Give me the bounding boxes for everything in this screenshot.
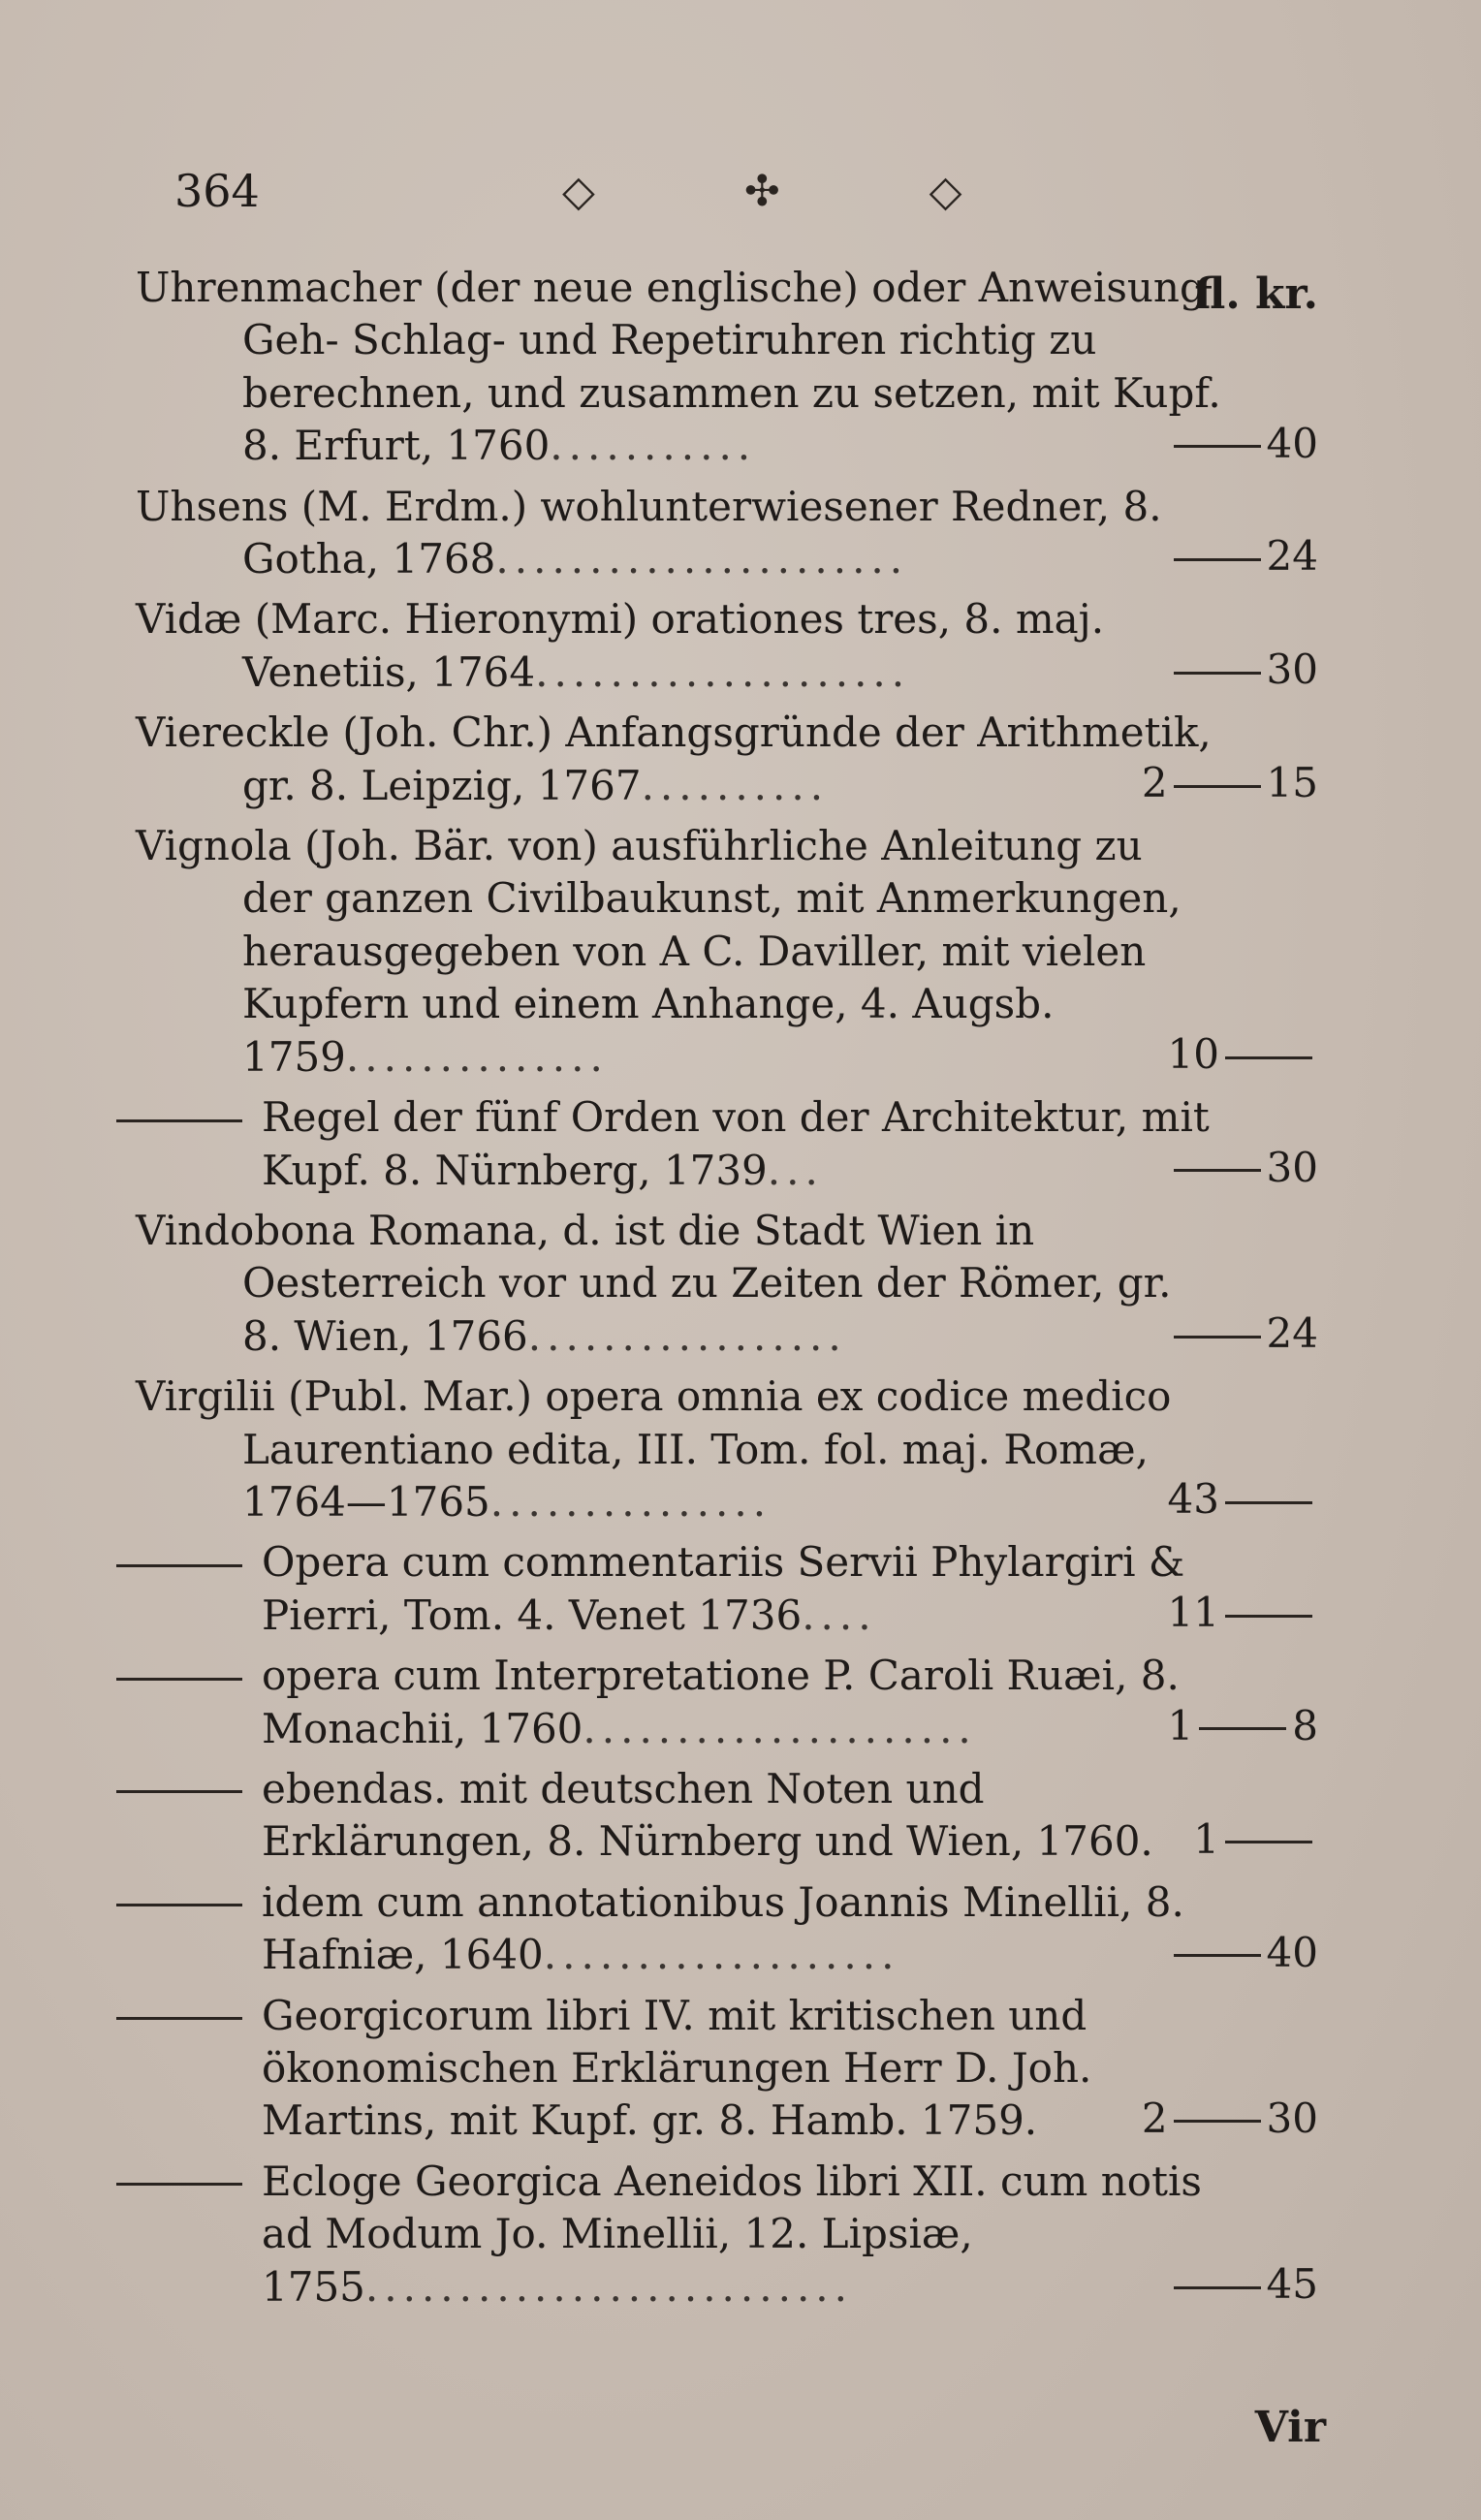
- entry-text: [136, 1091, 1241, 1197]
- entry-text: [136, 1536, 1241, 1642]
- leader-dots: ....: [802, 1591, 877, 1639]
- price-kreuzer: 15: [1266, 759, 1318, 807]
- catalog-entry: [136, 481, 1338, 586]
- entry-title: Viereckle (Joh. Chr.) Anfangsgründe der Arithmetik, gr. 8. Leipzig, 1767: [136, 709, 1212, 809]
- entry-price: [1168, 1475, 1318, 1523]
- page-number: 364: [174, 165, 260, 217]
- price-florin: 10: [1167, 1030, 1219, 1079]
- entry-text: [136, 1370, 1221, 1528]
- catalog-entry: [136, 593, 1338, 699]
- price-florin: 11: [1167, 1589, 1219, 1637]
- entry-text: [136, 707, 1221, 812]
- catalog-entry: [136, 1650, 1338, 1755]
- price-dash: [1225, 1841, 1312, 1843]
- price-florin: 2: [1141, 2094, 1168, 2142]
- leader-dots: .................: [527, 1311, 847, 1360]
- entry-price: [1168, 1929, 1318, 1976]
- entry-text: [136, 593, 1221, 699]
- entry-title: Uhrenmacher (der neue englische) oder Anweisung Geh- Schlag- und Repetiruhren richtig zu berechnen, und zusammen zu setzen, mit Kupf. 8. Erfurt, 1760: [136, 264, 1221, 470]
- entry-title: Opera cum commentariis Servii Phylargiri & Pierri, Tom. 4. Venet 1736: [262, 1538, 1185, 1639]
- catalog-entry: [136, 707, 1338, 812]
- entry-price: [1193, 1815, 1318, 1863]
- price-kreuzer: 45: [1266, 2260, 1318, 2309]
- ditto-dash: [116, 1790, 242, 1793]
- entry-price: [1142, 2095, 1318, 2142]
- price-kreuzer: 30: [1266, 1143, 1318, 1191]
- price-dash: [1199, 1727, 1286, 1730]
- price-dash: [1225, 1056, 1312, 1059]
- entry-title: Georgicorum libri IV. mit kritischen und ökonomischen Erklärungen Herr D. Joh. Martins, mit Kupf. gr. 8. Hamb. 1759.: [262, 1991, 1092, 2145]
- price-kreuzer: 30: [1266, 2094, 1318, 2142]
- entry-text: [136, 2156, 1241, 2314]
- entry-price: [1168, 420, 1318, 467]
- price-kreuzer: 40: [1266, 1928, 1318, 1976]
- price-kreuzer: 24: [1266, 532, 1318, 581]
- price-florin: 1: [1167, 1701, 1194, 1749]
- catalog-entry: [136, 1091, 1338, 1197]
- price-dash: [1225, 1615, 1312, 1618]
- catalog-entry: [136, 1205, 1338, 1363]
- price-dash: [1174, 672, 1261, 675]
- ditto-dash: [116, 1904, 242, 1906]
- entry-text: [136, 820, 1221, 1084]
- price-dash: [1174, 2120, 1261, 2123]
- price-florin: 2: [1141, 759, 1168, 807]
- entry-price: [1168, 1702, 1318, 1749]
- entry-price: [1168, 2260, 1318, 2308]
- catchword: Vir: [1254, 2403, 1326, 2452]
- header-ornament: ◇ ✣ ◇: [562, 167, 1030, 216]
- ditto-dash: [116, 2183, 242, 2186]
- price-kreuzer: 40: [1266, 419, 1318, 467]
- price-dash: [1174, 445, 1261, 448]
- leader-dots: ......................: [495, 535, 909, 583]
- entry-title: Vindobona Romana, d. ist die Stadt Wien in Oesterreich vor und zu Zeiten der Römer, gr. 8. Wien, 1766: [136, 1206, 1172, 1360]
- catalog-entry: [136, 1370, 1338, 1528]
- currency-header: fl. kr.: [1194, 269, 1318, 319]
- catalog-entries: [136, 262, 1338, 2321]
- entry-title: Virgilii (Publ. Mar.) opera omnia ex codice medico Laurentiano edita, III. Tom. fol. maj. Romæ, 1764—1765: [136, 1372, 1172, 1526]
- catalog-entry: [136, 2156, 1338, 2314]
- entry-title: opera cum Interpretatione P. Caroli Ruæi, 8. Monachii, 1760: [262, 1652, 1180, 1752]
- price-kreuzer: 24: [1266, 1309, 1318, 1358]
- price-dash: [1174, 2286, 1261, 2289]
- price-dash: [1174, 558, 1261, 561]
- entry-price: [1168, 1144, 1318, 1191]
- catalog-entry: [136, 1990, 1338, 2148]
- entry-text: [136, 262, 1221, 473]
- entry-text: [136, 1205, 1221, 1363]
- entry-title: ebendas. mit deutschen Noten und Erklärungen, 8. Nürnberg und Wien, 1760.: [262, 1764, 1153, 1866]
- entry-title: idem cum annotationibus Joannis Minellii, 8. Hafniæ, 1640: [262, 1877, 1184, 1979]
- entry-price: [1142, 759, 1318, 806]
- entry-text: [136, 1876, 1241, 1982]
- leader-dots: ..............: [345, 1032, 609, 1081]
- leader-dots: ..........: [641, 761, 830, 809]
- price-kreuzer: 30: [1266, 646, 1318, 694]
- catalog-entry: [136, 262, 1338, 473]
- entry-price: [1168, 532, 1318, 580]
- price-florin: 43: [1167, 1475, 1219, 1524]
- price-dash: [1225, 1501, 1312, 1504]
- price-florin: 1: [1193, 1814, 1219, 1863]
- entry-text: [136, 481, 1221, 586]
- ditto-dash: [116, 2017, 242, 2020]
- leader-dots: ...........: [550, 422, 757, 470]
- entry-price: [1168, 1030, 1318, 1078]
- entry-title: Regel der fünf Orden von der Architektur, mit Kupf. 8. Nürnberg, 1739: [262, 1093, 1210, 1194]
- entry-price: [1168, 1309, 1318, 1357]
- price-kreuzer: 8: [1292, 1701, 1318, 1749]
- ditto-dash: [116, 1678, 242, 1681]
- leader-dots: ..........................: [364, 2262, 854, 2311]
- leader-dots: ...............: [489, 1477, 772, 1526]
- entry-title: Vignola (Joh. Bär. von) ausführliche Anleitung zu der ganzen Civilbaukunst, mit Anmerkungen, herausgegeben von A C. Daviller, mit vielen Kupfern und einem Anhange, 4. Augsb. 1759: [136, 822, 1182, 1081]
- entry-price: [1168, 646, 1318, 693]
- ditto-dash: [116, 1119, 242, 1122]
- catalog-entry: [136, 1536, 1338, 1642]
- leader-dots: .....................: [583, 1704, 977, 1752]
- price-dash: [1174, 1336, 1261, 1339]
- price-dash: [1174, 1169, 1261, 1172]
- catalog-entry: [136, 820, 1338, 1084]
- price-dash: [1174, 1954, 1261, 1957]
- leader-dots: ....................: [535, 647, 911, 696]
- page-header: [174, 155, 1318, 319]
- entry-price: [1168, 1589, 1318, 1636]
- entry-title: Ecloge Georgica Aeneidos libri XII. cum notis ad Modum Jo. Minellii, 12. Lipsiæ, 1755: [262, 2157, 1202, 2311]
- price-dash: [1174, 785, 1261, 788]
- catalog-entry: [136, 1763, 1338, 1869]
- leader-dots: ...: [767, 1146, 824, 1194]
- entry-title: Uhsens (M. Erdm.) wohlunterwiesener Redner, 8. Gotha, 1768: [136, 482, 1162, 583]
- entry-text: [136, 1763, 1241, 1869]
- leader-dots: ...................: [543, 1931, 900, 1979]
- ditto-dash: [116, 1564, 242, 1567]
- entry-text: [136, 1990, 1241, 2148]
- catalog-entry: [136, 1876, 1338, 1982]
- entry-title: Vidæ (Marc. Hieronymi) orationes tres, 8. maj. Venetiis, 1764: [136, 595, 1105, 696]
- entry-text: [136, 1650, 1241, 1755]
